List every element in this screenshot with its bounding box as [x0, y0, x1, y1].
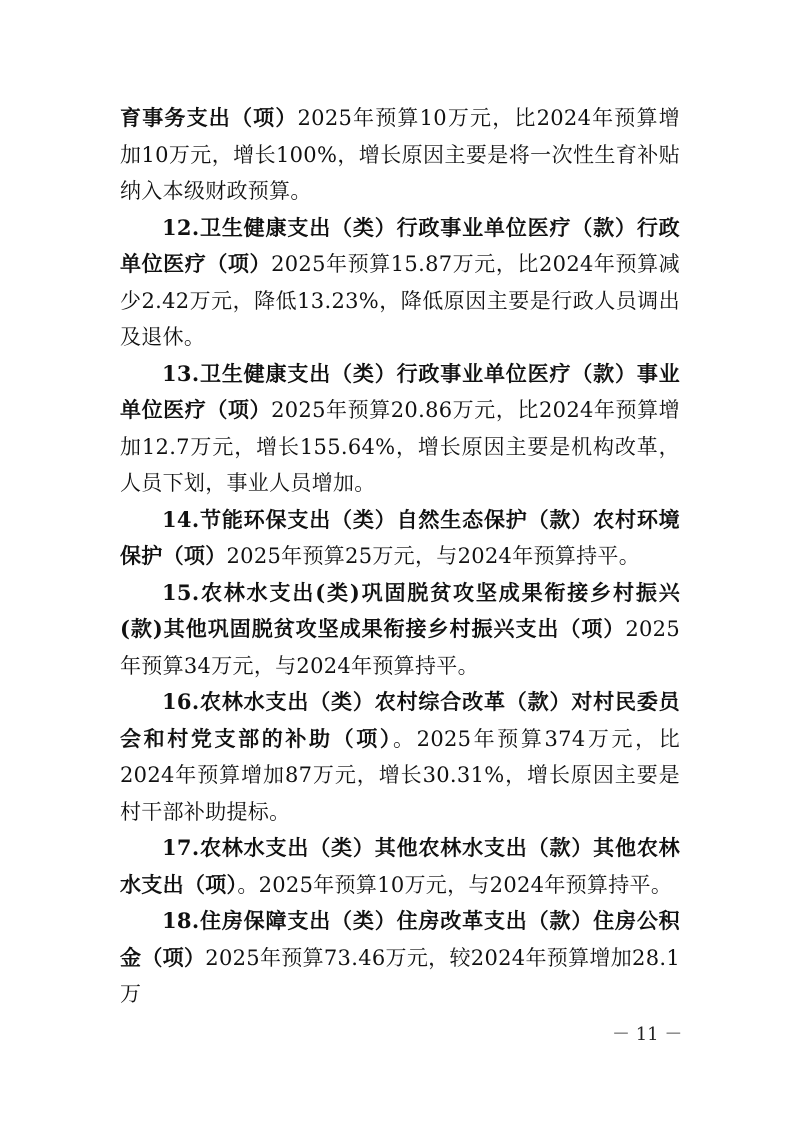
- paragraph-lead: 16.农林水支出（类）农村综合改革（款）对村民委员会和村党支部的补助（项）: [120, 689, 680, 751]
- paragraph-lead: 18.住房保障支出（类）住房改革支出（款）住房公积金（项）: [120, 908, 680, 970]
- paragraph-text: 。2025年预算374万元，比2024年预算增加87万元，增长30.31%，增长原因主要是村干部补助提标。: [120, 726, 680, 824]
- paragraph-lead: 育事务支出（项）: [120, 105, 298, 130]
- paragraph-12: [120, 210, 680, 356]
- paragraph-text: 2025年预算10万元，比2024年预算增加10万元，增长100%，增长原因主要是将一次性生育补贴纳入本级财政预算。: [120, 106, 680, 203]
- paragraph-14: [120, 502, 680, 575]
- paragraph-17: [120, 830, 680, 903]
- paragraph-text: 2025年预算73.46万元，较2024年预算增加28.1万: [120, 945, 681, 1006]
- document-body: [120, 100, 680, 1013]
- page-number: － 11 －: [612, 1024, 683, 1045]
- paragraph-text: 。2025年预算10万元，与2024年预算持平。: [237, 872, 673, 897]
- paragraph-lead: 12.卫生健康支出（类）行政事业单位医疗（款）行政单位医疗（项）: [120, 214, 680, 276]
- paragraph-lead: 17.农林水支出（类）其他农林水支出（款）其他农林水支出（项）: [120, 835, 680, 897]
- paragraph-text: 2025年预算15.87万元，比2024年预算减少2.42万元，降低13.23%，降低原因主要是行政人员调出及退休。: [120, 252, 680, 349]
- paragraph-18: [120, 903, 680, 1013]
- paragraph-text: 2025年预算34万元，与2024年预算持平。: [120, 617, 680, 678]
- paragraph-15: [120, 575, 680, 685]
- paragraph-lead: 13.卫生健康支出（类）行政事业单位医疗（款）事业单位医疗（项）: [120, 360, 680, 422]
- paragraph-11-continued: [120, 100, 680, 210]
- paragraph-13: [120, 356, 680, 502]
- paragraph-text: 2025年预算25万元，与2024年预算持平。: [226, 544, 641, 568]
- paragraph-text: 2025年预算20.86万元，比2024年预算增加12.7万元，增长155.64%，增长原因主要是机构改革，人员下划，事业人员增加。: [120, 398, 680, 495]
- paragraph-lead: 14.节能环保支出（类）自然生态保护（款）农村环境保护（项）: [120, 506, 680, 568]
- paragraph-lead: 15.农林水支出(类)巩固脱贫攻坚成果衔接乡村振兴(款)其他巩固脱贫攻坚成果衔接乡村振兴支出（项）: [120, 579, 680, 641]
- paragraph-16: [120, 684, 680, 830]
